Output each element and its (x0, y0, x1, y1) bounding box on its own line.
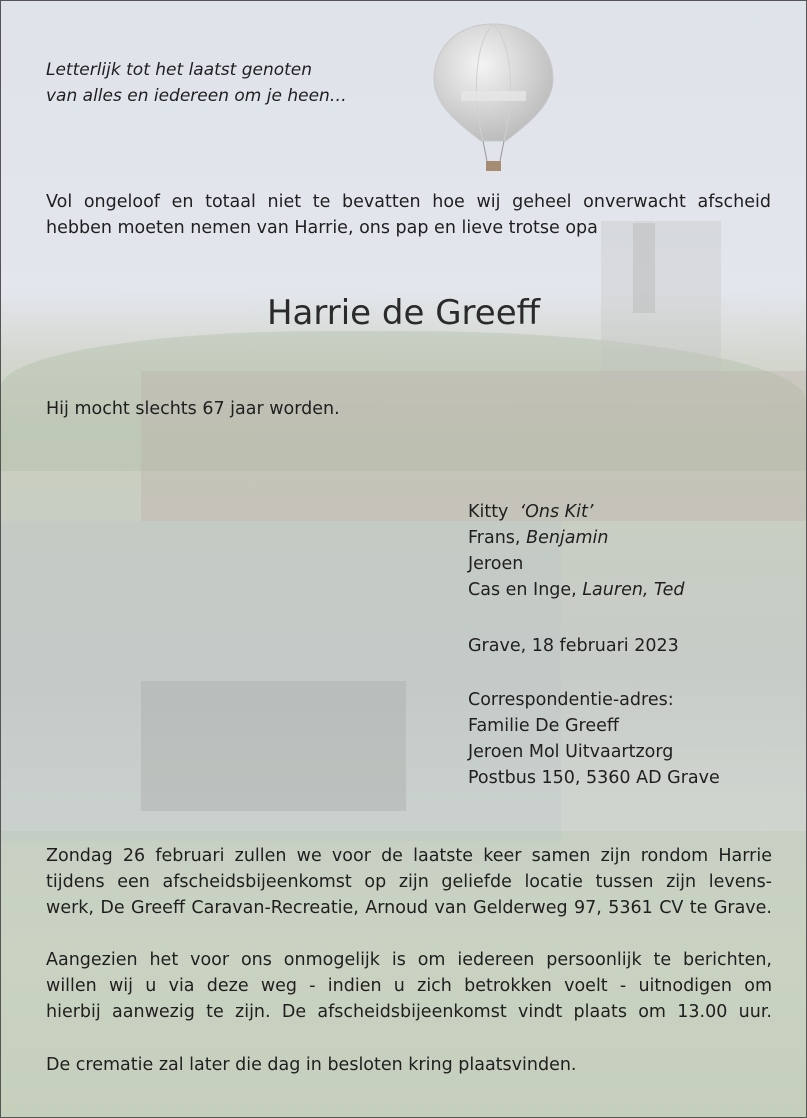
paragraph-line: willen wij u via deze weg - indien u zich betrokken voelt - uitnodigen om (46, 976, 772, 996)
family-member (468, 525, 684, 551)
cremation-paragraph: De crematie zal later die dag in besloten kring plaatsvinden. (46, 1055, 577, 1075)
paragraph-line: hierbij aanwezig te zijn. De afscheidsbijeenkomst vindt plaats om 13.00 uur. (46, 1002, 772, 1022)
address-heading: Correspondentie-adres: (468, 690, 674, 710)
family-member-name: Jeroen (468, 554, 524, 574)
family-member-partner: Benjamin (526, 528, 609, 548)
family-member (468, 551, 684, 577)
background-houseboat (141, 681, 406, 811)
family-member-partner: ‘Ons Kit’ (519, 502, 594, 522)
paragraph-line: tijdens een afscheidsbijeenkomst op zijn geliefde locatie tussen zijn levens- (46, 872, 772, 892)
correspondence-address (468, 687, 720, 791)
address-line: Jeroen Mol Uitvaartzorg (468, 742, 674, 762)
address-line: Postbus 150, 5360 AD Grave (468, 768, 720, 788)
motto-line: van alles en iedereen om je heen… (46, 86, 347, 106)
hot-air-balloon-icon (431, 21, 556, 186)
place-date: Grave, 18 februari 2023 (468, 636, 679, 656)
age-line: Hij mocht slechts 67 jaar worden. (46, 399, 340, 419)
family-member-name: Frans, (468, 528, 521, 548)
invitation-paragraph (46, 947, 772, 1025)
paragraph-line: Zondag 26 februari zullen we voor de laatste keer samen zijn rondom Harrie (46, 846, 772, 866)
intro-line: Vol ongeloof en totaal niet te bevatten hoe wij geheel onverwacht afscheid (46, 192, 771, 212)
family-member (468, 499, 684, 525)
family-list (468, 499, 684, 603)
paragraph-line: Aangezien het voor ons onmogelijk is om iedereen persoonlijk te berichten, (46, 950, 772, 970)
ceremony-paragraph (46, 843, 772, 921)
motto-line: Letterlijk tot het laatst genoten (46, 60, 313, 80)
deceased-name: Harrie de Greeff (266, 293, 541, 333)
family-member-name: Cas en Inge, (468, 580, 577, 600)
motto (46, 57, 347, 109)
paragraph-line: werk, De Greeff Caravan-Recreatie, Arnoud van Gelderweg 97, 5361 CV te Grave. (46, 898, 772, 918)
family-member (468, 577, 684, 603)
address-line: Familie De Greeff (468, 716, 619, 736)
family-member-name: Kitty (468, 502, 509, 522)
intro-line: hebben moeten nemen van Harrie, ons pap en lieve trotse opa (46, 218, 598, 238)
family-member-partner: Lauren, Ted (582, 580, 685, 600)
intro-text (46, 189, 771, 241)
